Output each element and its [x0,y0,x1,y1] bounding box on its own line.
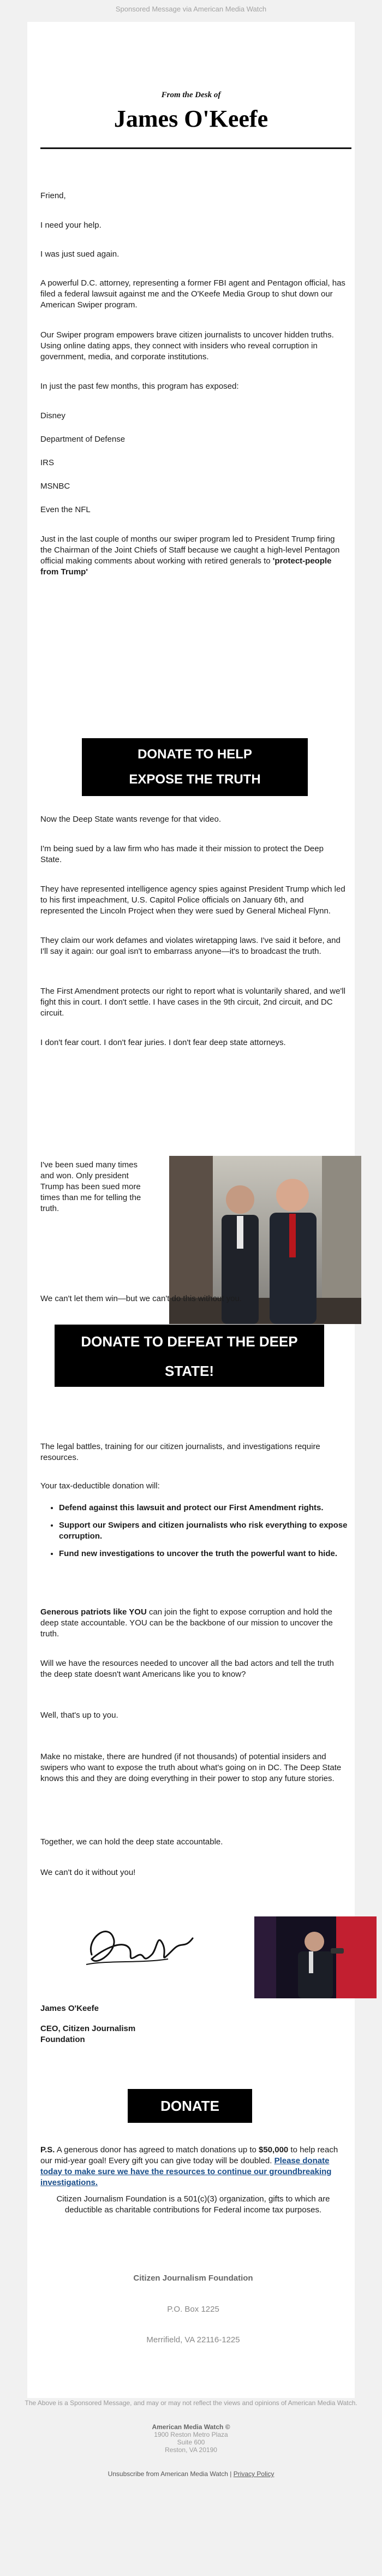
donate-defeat-deep-state-button[interactable]: DONATE TO DEFEAT THE DEEP STATE! [55,1325,324,1387]
paragraph-represented: They have represented intelligence agency spies against President Trump which led to his first impeachment, U.S. Capitol Police officials on January 6th, and represented the Lincoln Project when they were sued by General Micheal Flynn. [40,885,345,916]
paragraph-together: Together, we can hold the deep state accountable. [40,1837,223,1847]
email-footer [0,2399,382,2478]
footer-suite: Suite 600 [177,2438,205,2446]
paragraph-pentagon: Just in the last couple of months our swiper program led to President Trump firing the Chairman of the Joint Chiefs of Staff because we caught a high-level Pentagon official making comments about working with retired generals to 'protect-people from Trump' [40,535,340,577]
paragraph-need-help: I need your help. [40,221,102,230]
paragraph-make-no-mistake: Make no mistake, there are hundred (if not thousands) of potential insiders and swipers who want to expose the truth about what's going on in DC. The Deep State knows this and they are doing everything in their power to stop any future stories. [40,1752,342,1783]
privacy-policy-link[interactable]: Privacy Policy [233,2470,274,2478]
salutation: Friend, [40,191,66,200]
footer-links [0,2470,382,2478]
sponsor-disclaimer: The Above is a Sponsored Message, and may or may not reflect the views and opinions of American Media Watch. [25,2399,357,2407]
paragraph-lawsuit: A powerful D.C. attorney, representing a former FBI agent and Pentagon official, has filed a federal lawsuit against me and the O'Keefe Media Group to shut down our American Swiper program. [40,278,345,310]
postscript: P.S. A generous donor has agreed to match donations up to $50,000 to help reach our mid-year goal! Every gift you can give today will be doubled. Please donate today to make sure we have the resources to continue our groundbreaking investigations. [40,2145,338,2187]
exposed-item: Even the NFL [40,505,91,514]
donate-button[interactable]: DONATE [128,2089,252,2123]
paragraph-defame-claim: They claim our work defames and violates wiretapping laws. I've said it before, and I'll say it again: our goal isn't to embarrass anyone—it's to broadcast the truth. [40,936,341,956]
footer-separator: | [230,2470,232,2478]
address-city: Merrifield, VA 22116-1225 [146,2335,240,2344]
paragraph-law-firm: I'm being sued by a law firm who has made it their mission to protect the Deep State. [40,844,324,864]
paragraph-sued-many-times: I've been sued many times and won. Only president Trump has been sued more times than me for telling the truth. [40,1160,141,1213]
tax-disclaimer: Citizen Journalism Foundation is a 501(c)(3) organization, gifts to which are deductible as charitable contributions for Federal income tax purposes. [56,2194,330,2215]
list-item: • Defend against this lawsuit and protect our First Amendment rights. [59,1503,365,1513]
paragraph-exposed-intro: In just the past few months, this program has exposed: [40,382,239,391]
from-desk-label: From the Desk of [161,91,221,99]
paragraph-sued-again: I was just sued again. [40,250,120,259]
address-org: Citizen Journalism Foundation [133,2274,253,2283]
exposed-item: Disney [40,411,65,420]
donate-expose-truth-button[interactable]: DONATE TO HELP EXPOSE THE TRUTH [82,738,308,796]
signoff-title-line1: CEO, Citizen Journalism [40,2024,136,2033]
paragraph-resources: The legal battles, training for our citizen journalists, and investigations require resources. [40,1442,320,1462]
paragraph-cant-let-them-win: We can't let them win—but we can't do this without you. [40,1294,242,1303]
paragraph-revenge: Now the Deep State wants revenge for that video. [40,815,222,824]
paragraph-first-amendment: The First Amendment protects our right to report what is voluntarily shared, and we'll fight this in court. I don't settle. I have cases in the 9th circuit, 2nd circuit, and DC circuit. [40,987,345,1018]
list-item: • Fund new investigations to uncover the truth the powerful want to hide. [59,1548,365,1559]
letterhead-divider [40,147,351,149]
paragraph-cant-do-without: We can't do it without you! [40,1868,136,1877]
list-item: • Support our Swipers and citizen journalists who risk everything to expose corruption. [59,1520,365,1542]
paragraph-donation-will: Your tax-deductible donation will: [40,1481,160,1491]
signature-image [75,1916,201,1976]
letterhead-name: James O'Keefe [114,105,268,132]
exposed-item: Department of Defense [40,435,126,444]
exposed-item: IRS [40,458,55,467]
okeefe-speaking-photo [254,1916,377,1998]
unsubscribe-link[interactable]: Unsubscribe from American Media Watch [108,2470,228,2478]
exposed-item: MSNBC [40,482,70,491]
footer-city: Reston, VA 20190 [165,2446,217,2454]
email-card [27,22,355,2398]
paragraph-generous-patriots: Generous patriots like YOU can join the fight to expose corruption and hold the deep state accountable. YOU can be the backbone of our mission to uncover the truth. [40,1607,333,1639]
paragraph-up-to-you: Well, that's up to you. [40,1711,118,1720]
footer-street: 1900 Reston Metro Plaza [154,2431,228,2438]
ps-donate-link[interactable]: Please donate today to make sure we have the resources to continue our groundbreaking investigations. [40,2156,332,2187]
signoff-name: James O'Keefe [40,2004,99,2013]
address-box: P.O. Box 1225 [167,2305,219,2314]
sponsored-header: Sponsored Message via American Media Watch [115,5,267,13]
signoff-title-line2: Foundation [40,2035,85,2044]
footer-org: American Media Watch © [152,2423,230,2431]
paragraph-swiper: Our Swiper program empowers brave citizen journalists to uncover hidden truths. Using online dating apps, they connect with insiders who reveal corruption in government, media, and corporate institutions. [40,330,334,361]
paragraph-will-we-have: Will we have the resources needed to uncover all the bad actors and tell the truth the deep state doesn't want Americans like you to know? [40,1659,334,1679]
donation-benefits-list [40,1503,365,1566]
paragraph-no-fear: I don't fear court. I don't fear juries. I don't fear deep state attorneys. [40,1038,286,1047]
